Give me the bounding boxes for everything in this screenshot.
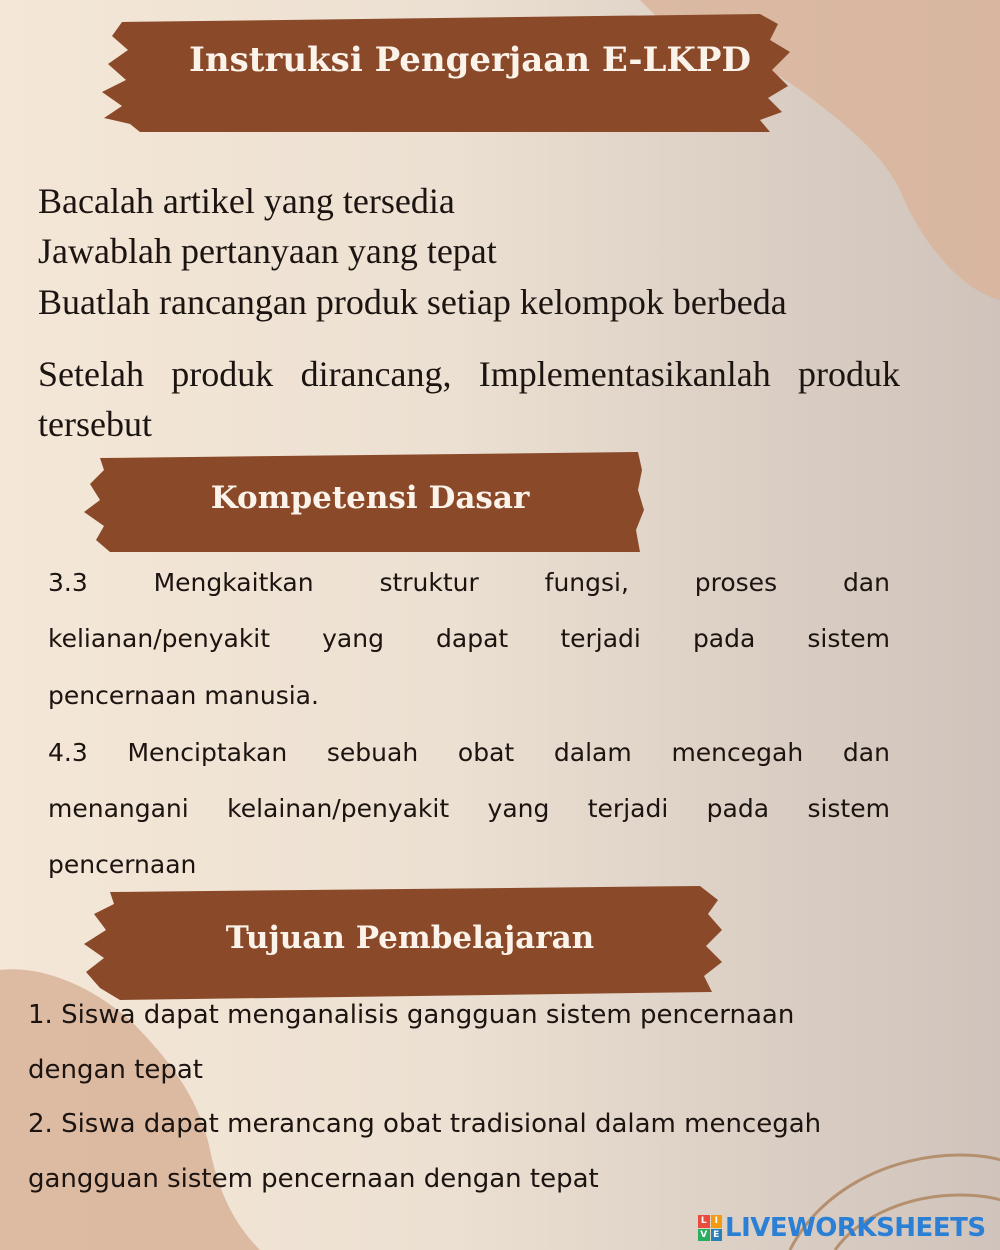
- kd-line-4: [48, 740, 890, 765]
- instruction-4-continued: tersebut: [38, 404, 152, 444]
- kd-line-2: [48, 626, 890, 651]
- kd-word: menangani: [48, 794, 189, 823]
- liveworksheets-logo[interactable]: [698, 1213, 986, 1243]
- kd-word: sistem: [807, 624, 890, 653]
- kd-line-6: pencernaan: [48, 850, 197, 879]
- kd-line-3: pencernaan manusia.: [48, 681, 319, 710]
- tujuan-line-4: gangguan sistem pencernaan dengan tepat: [28, 1164, 599, 1194]
- kd-line-1: [48, 570, 890, 595]
- kd-word: pada: [692, 624, 756, 653]
- kd-word: Mengkaitkan: [153, 568, 314, 597]
- instruction-2: Jawablah pertanyaan yang tepat: [38, 231, 497, 271]
- kd-word: obat: [457, 738, 515, 767]
- kompetensi-dasar-banner: Kompetensi Dasar: [210, 480, 530, 516]
- kd-word: dapat: [436, 624, 509, 653]
- kd-word: dalam: [553, 738, 632, 767]
- kd-word: sebuah: [326, 738, 419, 767]
- kd-word: dan: [842, 568, 890, 597]
- kd-word: yang: [487, 794, 550, 823]
- tujuan-line-3: 2. Siswa dapat merancang obat tradisional dalam mencegah: [28, 1109, 822, 1139]
- title-banner: Instruksi Pengerjaan E-LKPD: [189, 40, 751, 80]
- kd-line-5: [48, 796, 890, 821]
- kd-word: sistem: [807, 794, 890, 823]
- kd-word: fungsi,: [544, 568, 629, 597]
- liveworksheets-brand: LIVEWORKSHEETS: [725, 1213, 986, 1243]
- tujuan-line-1: 1. Siswa dapat menganalisis gangguan sistem pencernaan: [28, 1000, 795, 1030]
- kd-word: terjadi: [560, 624, 641, 653]
- badge-letter: L: [698, 1215, 710, 1228]
- badge-letter: I: [711, 1215, 723, 1228]
- kd-word: kelainan/penyakit: [227, 794, 450, 823]
- kd-word: kelianan/penyakit: [48, 624, 271, 653]
- tujuan-line-2: dengan tepat: [28, 1055, 203, 1085]
- kd-word: yang: [322, 624, 384, 653]
- instruction-4: Setelah produk dirancang, Implementasikanlah produk: [38, 354, 900, 394]
- kd-word: proses: [694, 568, 778, 597]
- instruction-3: Buatlah rancangan produk setiap kelompok berbeda: [38, 282, 787, 322]
- instruction-1: Bacalah artikel yang tersedia: [38, 181, 455, 221]
- kd-word: Menciptakan: [127, 738, 288, 767]
- kd-word: mencegah: [671, 738, 804, 767]
- kd-word: terjadi: [587, 794, 669, 823]
- live-badge-icon: [698, 1215, 722, 1241]
- kd-word: 3.3: [48, 568, 88, 597]
- badge-letter: E: [711, 1229, 723, 1242]
- kd-word: pada: [706, 794, 770, 823]
- badge-letter: V: [698, 1229, 710, 1242]
- kd-word: dan: [842, 738, 890, 767]
- tujuan-pembelajaran-banner: Tujuan Pembelajaran: [225, 920, 595, 956]
- kd-word: struktur: [379, 568, 479, 597]
- kd-word: 4.3: [48, 738, 88, 767]
